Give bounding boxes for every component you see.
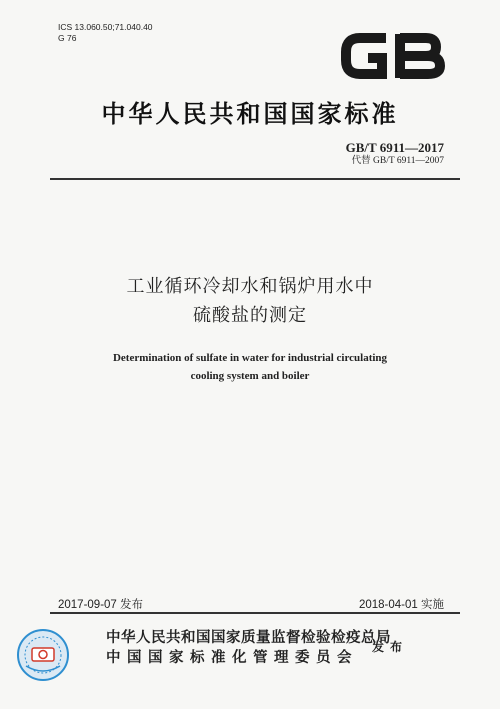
english-title (0, 349, 500, 385)
issuer-aqsiq: 中华人民共和国国家质量监督检验检疫总局 (106, 630, 391, 646)
publish-label: 发布 (372, 640, 409, 654)
english-title-line2: cooling system and boiler (190, 370, 310, 382)
top-divider (50, 178, 460, 180)
english-title-line1: Determination of sulfate in water for industrial circulating (112, 352, 388, 364)
implementation-date: 2018-04-01 实施 (358, 599, 444, 611)
chinese-title-line2: 硫酸盐的测定 (193, 305, 307, 326)
replaces-standard: 代替 GB/T 6911—2007 (351, 156, 444, 166)
issuing-authorities (106, 628, 391, 668)
issue-date: 2017-09-07 发布 (58, 599, 144, 611)
standard-number-block (346, 140, 444, 167)
standard-number: GB/T 6911—2017 (345, 140, 444, 155)
issuer-sac: 中国国家标准化管理委员会 (106, 650, 358, 666)
chinese-title-line1: 工业循环冷却水和锅炉用水中 (126, 276, 374, 297)
bottom-divider (50, 612, 460, 614)
ics-code: ICS 13.060.50;71.040.40 (58, 22, 153, 32)
ccs-code: G 76 (58, 33, 77, 43)
chinese-title (0, 272, 500, 330)
standard-type-title: 中华人民共和国国家标准 (101, 99, 399, 128)
anti-counterfeit-seal-icon (16, 628, 70, 682)
gb-logo-icon (338, 26, 448, 86)
classification-codes (58, 22, 153, 44)
